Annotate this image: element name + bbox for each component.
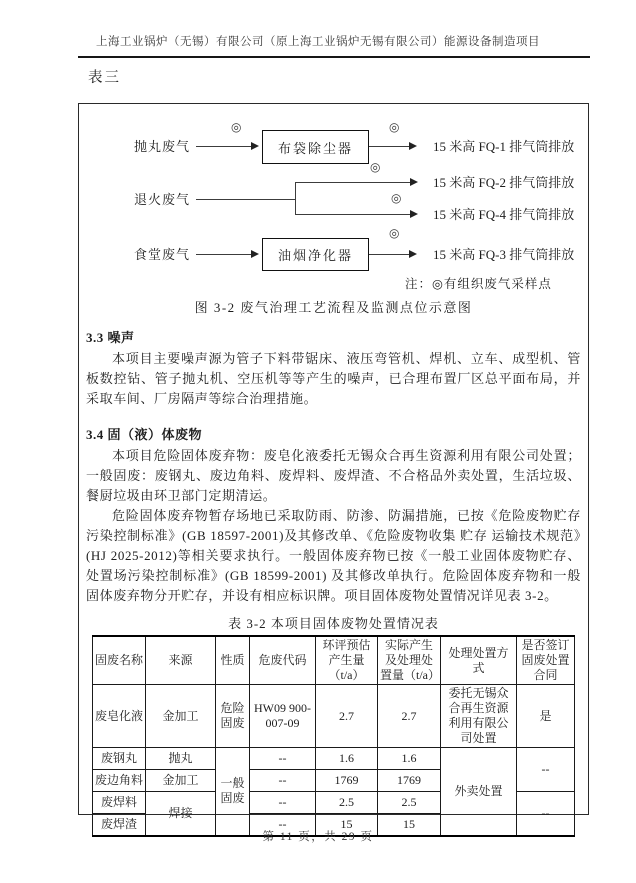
flow1-line-2 [369,146,410,147]
cell-shot-actual: 1.6 [378,748,441,770]
flow3-device-label: 油烟净化器 [277,248,353,263]
section-3-4-heading: 3.4 固（液）体废物 [86,427,203,442]
arrowhead-icon [251,142,259,150]
cell-scrap-code: -- [250,770,316,792]
noise-paragraph: 本项目主要噪声源为管子下料带锯床、液压弯管机、焊机、立车、成型机、管板数控钻、管子抛丸机、空压机等等产生的噪声，已合理布置厂区总平面布局，并采取车间、厂房隔声等综合治理措施。 [86,351,581,406]
arrowhead-icon [251,250,259,258]
col-header-source: 来源 [146,636,216,685]
flow1-source-label: 抛丸废气 [134,139,191,154]
cell-soap-estimated: 2.7 [316,685,378,748]
waste-table-caption: 表 3-2 本项目固体废物处置情况表 [228,616,439,631]
col-header-disposal: 处理处置方式 [441,636,517,685]
waste-gas-flowchart [79,104,588,317]
cell-scrap-name: 废边角料 [93,770,146,792]
cell-general-nature: 一般固废 [216,748,250,836]
sample-point-icon: ◎ [231,120,242,134]
col-header-name: 固废名称 [93,636,146,685]
flow2-outlet-top-label: 15 米高 FQ-2 排气筒排放 [433,175,575,190]
table-header-row [93,636,575,685]
doc-header-title: 上海工业锅炉（无锡）有限公司（原上海工业锅炉无锡有限公司）能源设备制造项目 [96,36,540,48]
cell-slag-name: 废焊渣 [93,814,146,836]
cell-scrap-estimated: 1769 [316,770,378,792]
cell-soap-disposal: 委托无锡众合再生资源利用有限公司处置 [441,685,517,748]
cell-shot-estimated: 1.6 [316,748,378,770]
cell-contract-shot-scrap: -- [517,748,575,792]
sample-point-icon: ◎ [370,160,381,174]
cell-solder-estimated: 2.5 [316,792,378,814]
flow2-branch-line [295,182,296,215]
page-footer: 第 11 页，共 29 页 [262,831,374,843]
flow1-line-1 [196,146,252,147]
sample-point-icon: ◎ [389,120,400,134]
table-row [93,685,575,748]
cell-soap-name: 废皂化液 [93,685,146,748]
col-header-estimated: 环评预估产生量（t/a） [316,636,378,685]
cell-slag-code: -- [250,814,316,836]
flow1-device-box [262,130,369,164]
sample-point-icon: ◎ [389,226,400,240]
diagram-note: 注：◎有组织废气采样点 [405,277,552,291]
arrowhead-icon [409,142,417,150]
waste-table [92,635,575,837]
cell-shot-code: -- [250,748,316,770]
arrowhead-icon [410,210,418,218]
arrowhead-icon [409,250,417,258]
cell-scrap-actual: 1769 [378,770,441,792]
cell-weld-source: 焊接 [146,792,216,836]
table-row [93,748,575,770]
flow2-source-label: 退火废气 [134,192,191,207]
cell-solder-name: 废焊料 [93,792,146,814]
flow3-source-label: 食堂废气 [134,247,191,262]
col-header-nature: 性质 [216,636,250,685]
cell-solder-code: -- [250,792,316,814]
cell-soap-contract: 是 [517,685,575,748]
cell-solder-actual: 2.5 [378,792,441,814]
cell-scrap-source: 金加工 [146,770,216,792]
col-header-contract: 是否签订固废处置合同 [517,636,575,685]
sheet-label: 表三 [88,70,121,86]
flow3-device-box [262,238,369,271]
cell-shot-source: 抛丸 [146,748,216,770]
cell-slag-actual: 15 [378,814,441,836]
cell-soap-nature: 危险固废 [216,685,250,748]
section-3-3-heading: 3.3 噪声 [86,330,135,345]
cell-soap-code: HW09 900-007-09 [250,685,316,748]
flow3-line-1 [196,254,252,255]
flow2-outlet-bottom-label: 15 米高 FQ-4 排气筒排放 [433,207,575,222]
col-header-actual: 实际产生及处理处置量（t/a） [378,636,441,685]
content-box [78,103,589,831]
cell-shot-name: 废钢丸 [93,748,146,770]
flow2-line-bottom [295,214,411,215]
flow2-line-top [295,182,411,183]
solid-waste-paragraph-2: 危险固体废弃物暂存场地已采取防雨、防渗、防漏措施，已按《危险废物贮存污染控制标准》(GB 18597-2001)及其修改单、《危险废物收集 贮存 运输技术规范》(HJ 2025-2012)等相关要求执行。一般固体废弃物已按《一般工业固体废物贮存、处置场污染控制标准》(GB 18599-2001) 及其修改单执行。危险固体废弃物和一般固体废弃物分开贮存，并设有相应标识牌。项目固体废物处置情况详见表 3-2。 [86,508,581,603]
header-divider [78,56,590,58]
cell-general-disposal: 外卖处置 [441,748,517,836]
cell-slag-estimated: 15 [316,814,378,836]
cell-soap-actual: 2.7 [378,685,441,748]
cell-soap-source: 金加工 [146,685,216,748]
arrowhead-icon [410,178,418,186]
solid-waste-paragraph-1: 本项目危险固体废弃物：废皂化液委托无锡众合再生资源利用有限公司处置；一般固废：废钢丸、废边角料、废焊料、废焊渣、不合格品外卖处置，生活垃圾、餐厨垃圾由环卫部门定期清运。 [86,448,581,503]
figure-caption: 图 3-2 废气治理工艺流程及监测点位示意图 [194,300,473,315]
sample-point-icon: ◎ [391,191,402,205]
flow1-device-label: 布袋除尘器 [277,140,353,156]
flow3-outlet-label: 15 米高 FQ-3 排气筒排放 [433,247,575,262]
cell-contract-solder-slag: -- [517,792,575,836]
flow3-line-2 [369,254,410,255]
flow1-outlet-label: 15 米高 FQ-1 排气筒排放 [433,139,575,154]
col-header-code: 危废代码 [250,636,316,685]
flow2-feeder-line [196,199,295,200]
